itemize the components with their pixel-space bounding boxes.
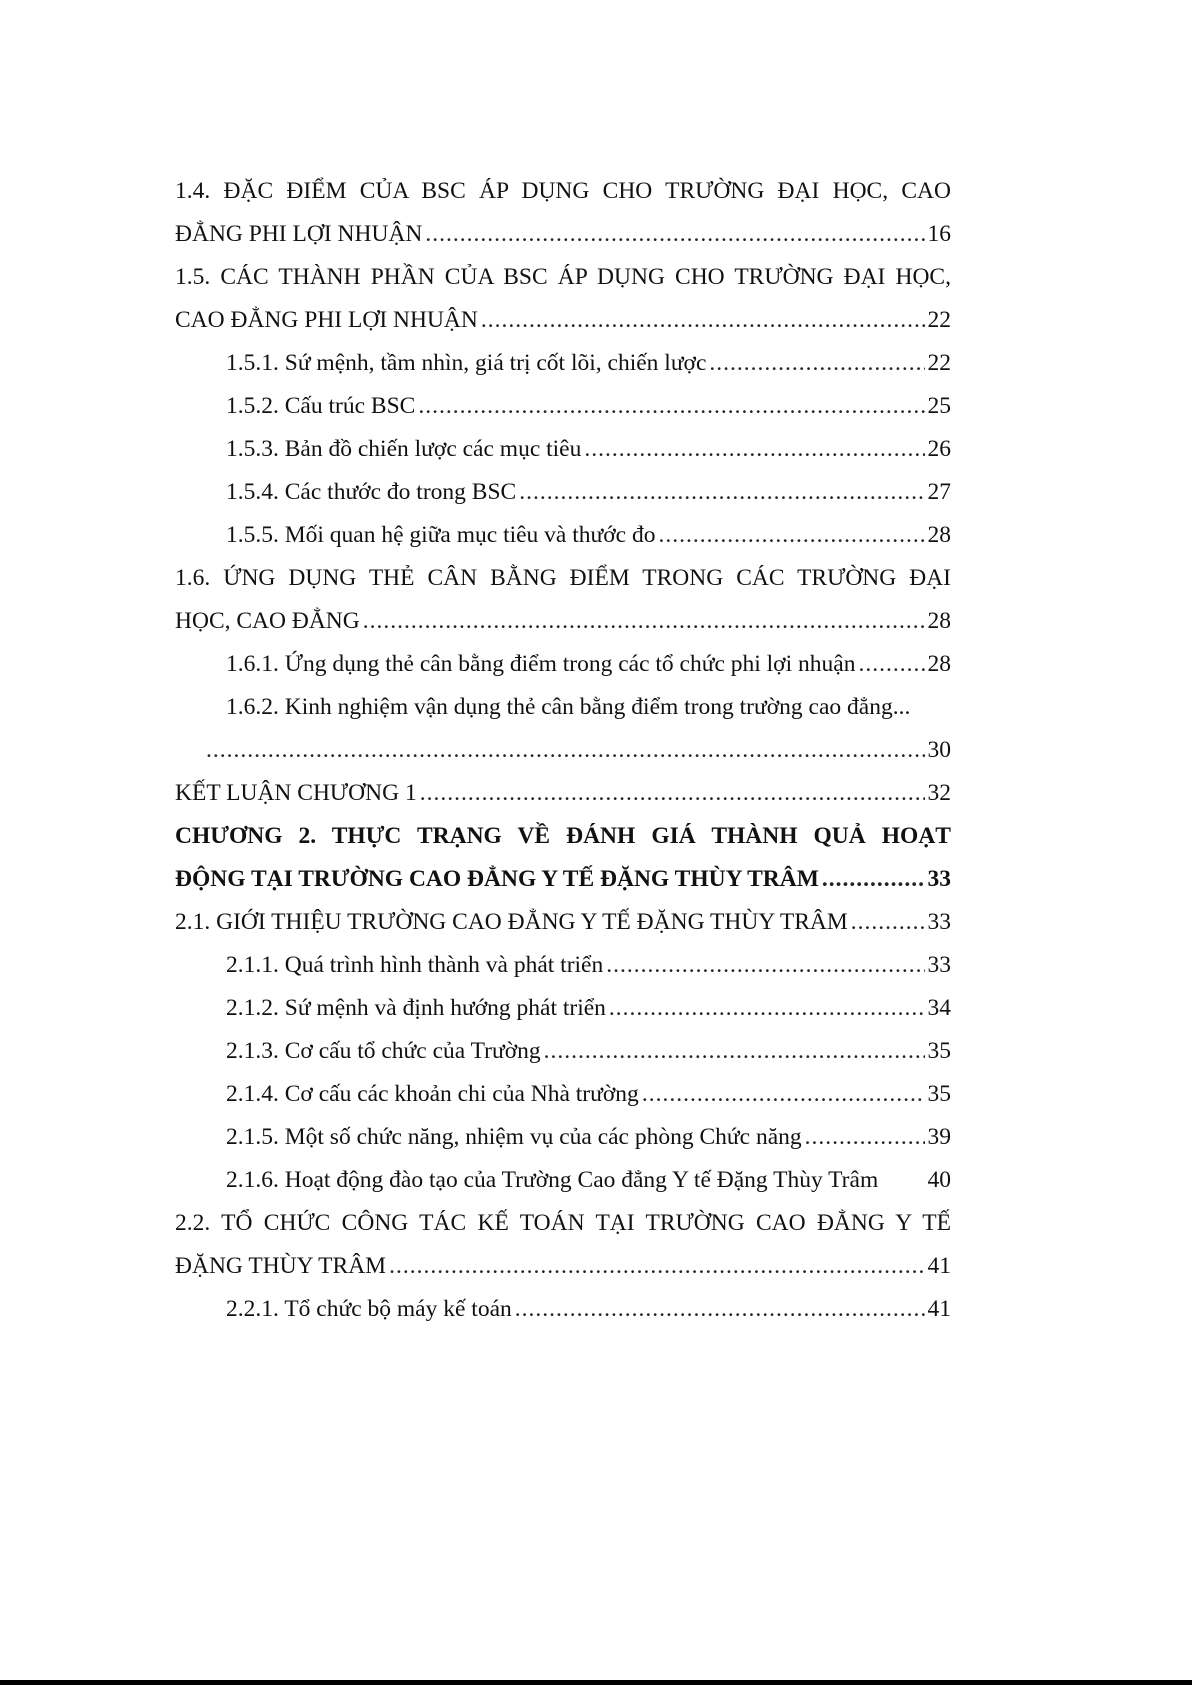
dot-leader xyxy=(642,1073,925,1116)
toc-page-number: 34 xyxy=(927,995,951,1021)
toc-entry-s2-1-6[interactable] xyxy=(175,1159,951,1202)
toc-page-number: 28 xyxy=(927,522,951,548)
toc-page-number: 39 xyxy=(927,1124,951,1150)
toc-entry-s1-5-5[interactable] xyxy=(175,514,951,557)
toc-entry-title: 1.5.2. Cấu trúc BSC xyxy=(226,393,416,419)
toc-entry-s1-6-2[interactable] xyxy=(175,686,951,772)
toc-entry-title: 1.5.3. Bản đồ chiến lược các mục tiêu xyxy=(226,436,582,462)
toc-entry-title: 2.1.4. Cơ cấu các khoản chi của Nhà trường xyxy=(226,1081,639,1107)
toc-entry-title: CAO ĐẲNG PHI LỢI NHUẬN xyxy=(175,307,478,333)
toc-page-number: 41 xyxy=(927,1253,951,1279)
dot-leader xyxy=(609,987,925,1030)
toc-entry-title: 1.5.4. Các thước đo trong BSC xyxy=(226,479,517,505)
toc-entry-s1-6-1[interactable] xyxy=(175,643,951,686)
toc-entry-s1-5-4[interactable] xyxy=(175,471,951,514)
toc-entry-text: 1.5. CÁC THÀNH PHẦN CỦA BSC ÁP DỤNG CHO TRƯỜNG ĐẠI HỌC, xyxy=(175,264,951,290)
toc-entry-title: ĐẲNG PHI LỢI NHUẬN xyxy=(175,221,423,247)
toc-entry-title: 2.1.1. Quá trình hình thành và phát triển xyxy=(226,952,604,978)
toc-entry-title: 2.1. GIỚI THIỆU TRƯỜNG CAO ĐẲNG Y TẾ ĐẶNG THÙY TRÂM xyxy=(175,909,848,935)
toc-page-number: 16 xyxy=(927,221,951,247)
dot-leader xyxy=(658,514,924,557)
toc-page-number: 26 xyxy=(927,436,951,462)
dot-leader xyxy=(515,1288,925,1331)
toc-page-number: 33 xyxy=(927,909,951,935)
toc-page-number: 28 xyxy=(927,651,951,677)
toc-page-number: 25 xyxy=(927,393,951,419)
dot-leader xyxy=(389,1245,924,1288)
toc-entry-title: 2.1.6. Hoạt động đào tạo của Trường Cao đẳng Y tế Đặng Thùy Trâm xyxy=(226,1167,879,1193)
toc-entry-s2-1-3[interactable] xyxy=(175,1030,951,1073)
dot-leader xyxy=(420,772,925,815)
toc-entry-title: ĐỘNG TẠI TRƯỜNG CAO ĐẲNG Y TẾ ĐẶNG THÙY TRÂM xyxy=(175,866,819,892)
dot-leader xyxy=(544,1030,925,1073)
toc-page-number: 28 xyxy=(927,608,951,634)
dot-leader xyxy=(606,944,924,987)
toc-entry-s2-1-2[interactable] xyxy=(175,987,951,1030)
toc-entry-s1-5[interactable] xyxy=(175,256,951,342)
toc-entry-s2-1-5[interactable] xyxy=(175,1116,951,1159)
toc-entry-text: 2.2. TỔ CHỨC CÔNG TÁC KẾ TOÁN TẠI TRƯỜNG CAO ĐẲNG Y TẾ xyxy=(175,1210,951,1236)
toc-page-number: 22 xyxy=(927,307,951,333)
toc-entry-s1-5-3[interactable] xyxy=(175,428,951,471)
dot-leader xyxy=(822,858,925,901)
toc-page-number: 41 xyxy=(927,1296,951,1322)
dot-leader xyxy=(425,213,924,256)
toc-page-number: 35 xyxy=(927,1081,951,1107)
toc-entry-text: 1.6.2. Kinh nghiệm vận dụng thẻ cân bằng điểm trong trường cao đẳng... xyxy=(226,694,911,720)
toc-entry-title: ĐẶNG THÙY TRÂM xyxy=(175,1253,387,1279)
dot-leader xyxy=(418,385,924,428)
dot-leader xyxy=(709,342,924,385)
toc-page-number: 33 xyxy=(927,866,951,892)
dot-leader xyxy=(584,428,924,471)
table-of-contents xyxy=(175,170,951,1331)
toc-entry-s2-2[interactable] xyxy=(175,1202,951,1288)
toc-entry-title: 2.2.1. Tổ chức bộ máy kế toán xyxy=(226,1296,512,1322)
toc-entry-s1-4[interactable] xyxy=(175,170,951,256)
toc-entry-kl1[interactable] xyxy=(175,772,951,815)
toc-page-number: 40 xyxy=(927,1167,951,1193)
toc-page-number: 35 xyxy=(927,1038,951,1064)
toc-entry-text: CHƯƠNG 2. THỰC TRẠNG VỀ ĐÁNH GIÁ THÀNH QUẢ HOẠT xyxy=(175,823,951,849)
toc-entry-title: KẾT LUẬN CHƯƠNG 1 xyxy=(175,780,417,806)
toc-entry-s1-6[interactable] xyxy=(175,557,951,643)
dot-leader xyxy=(805,1116,925,1159)
toc-entry-s2-1[interactable] xyxy=(175,901,951,944)
toc-entry-s1-5-1[interactable] xyxy=(175,342,951,385)
toc-entry-title: 1.6.1. Ứng dụng thẻ cân bằng điểm trong các tổ chức phi lợi nhuận xyxy=(226,651,856,677)
toc-entry-title: 2.1.3. Cơ cấu tổ chức của Trường xyxy=(226,1038,541,1064)
toc-entry-text: 1.4. ĐẶC ĐIỂM CỦA BSC ÁP DỤNG CHO TRƯỜNG ĐẠI HỌC, CAO xyxy=(175,178,951,204)
dot-leader xyxy=(519,471,924,514)
toc-entry-title: HỌC, CAO ĐẲNG xyxy=(175,608,360,634)
toc-page-number: 33 xyxy=(927,952,951,978)
toc-entry-title: 2.1.5. Một số chức năng, nhiệm vụ của các phòng Chức năng xyxy=(226,1124,802,1150)
toc-entry-title: 1.5.1. Sứ mệnh, tầm nhìn, giá trị cốt lõi, chiến lược xyxy=(226,350,707,376)
toc-entry-s2-2-1[interactable] xyxy=(175,1288,951,1331)
toc-entry-s2-1-4[interactable] xyxy=(175,1073,951,1116)
toc-entry-text: 1.6. ỨNG DỤNG THẺ CÂN BẰNG ĐIỂM TRONG CÁC TRƯỜNG ĐẠI xyxy=(175,565,951,591)
toc-entry-title: 1.5.5. Mối quan hệ giữa mục tiêu và thước đo xyxy=(226,522,656,548)
toc-page-number: 22 xyxy=(927,350,951,376)
dot-leader xyxy=(363,600,925,643)
page-bottom-border xyxy=(0,1680,1192,1685)
dot-leader xyxy=(858,643,924,686)
toc-entry-s1-5-2[interactable] xyxy=(175,385,951,428)
toc-entry-title: 2.1.2. Sứ mệnh và định hướng phát triển xyxy=(226,995,606,1021)
toc-entry-s2-1-1[interactable] xyxy=(175,944,951,987)
dot-leader xyxy=(481,299,925,342)
toc-page-number: 27 xyxy=(927,479,951,505)
toc-page-number: 32 xyxy=(927,780,951,806)
dot-leader xyxy=(206,729,925,772)
toc-page-number: 30 xyxy=(927,737,951,763)
dot-leader xyxy=(851,901,925,944)
toc-entry-ch2[interactable] xyxy=(175,815,951,901)
